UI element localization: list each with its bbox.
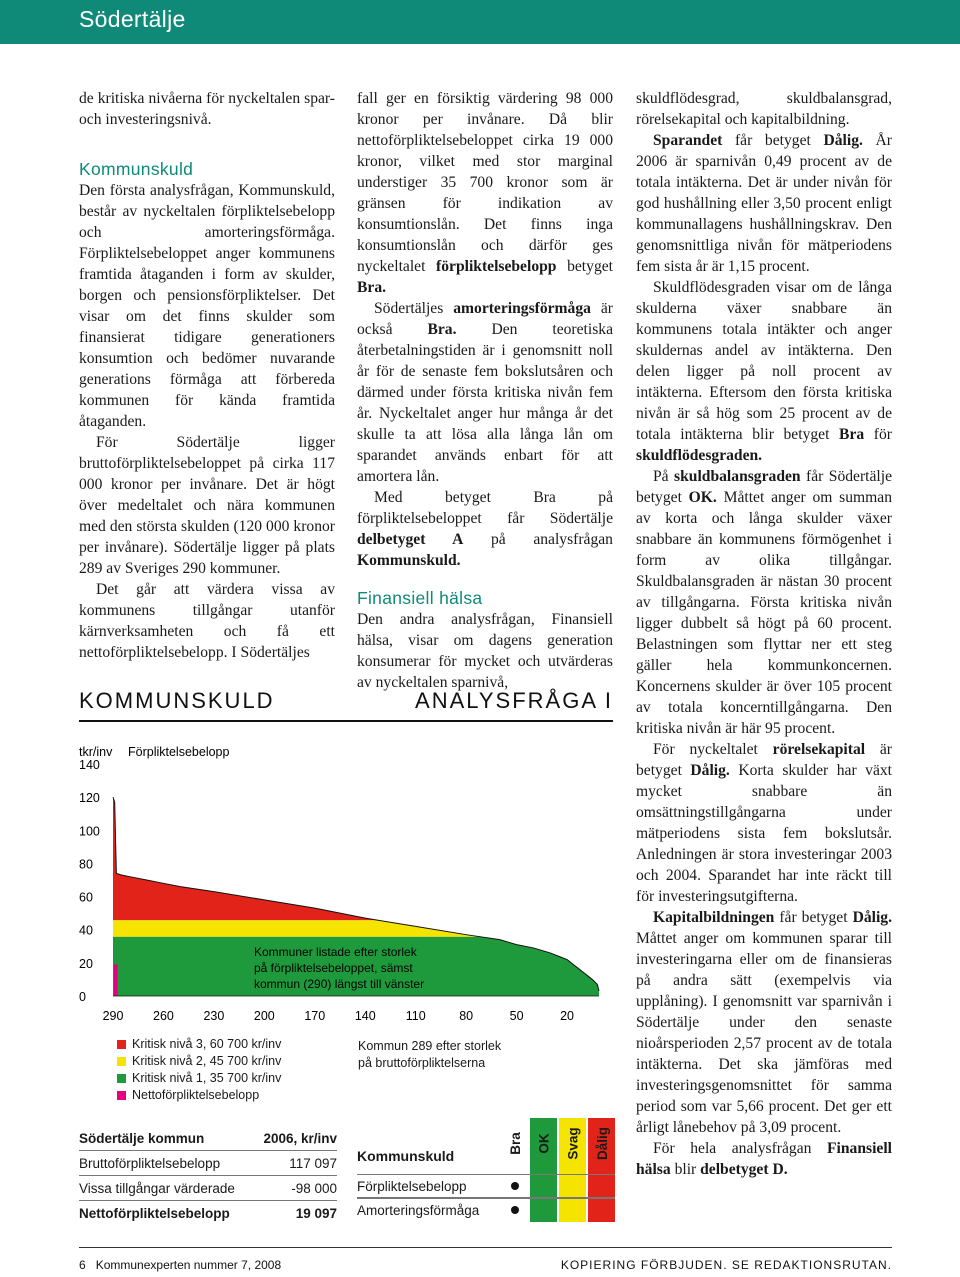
paragraph: För Södertälje ligger bruttoförpliktelsebeloppet på cirka 117 000 kronor per invånare. Det är högt över medeltalet och nära kommunen med den största skulden (120 000 kronor per invånare). Södertälje ligger på plats 289 av Sveriges 290 kommuner. bbox=[79, 434, 335, 577]
chart-unit-label: tkr/inv bbox=[79, 745, 113, 759]
legend-label: Nettoförpliktelsebelopp bbox=[132, 1088, 260, 1102]
paragraph: Den första analysfrågan, Kommunskuld, består av nyckeltalen förpliktelsebelopp och amorteringsförmåga. Förpliktelsebeloppet anger kommunens framtida åtaganden i form av skulder, borgen och pensionsförpliktelser. Det visar om det finns skulder som finansierat tidigare generationers konsumtion och bedömer nuvarande generations förmåga att förbereda kommunen för kända framtida åtaganden. bbox=[79, 182, 335, 430]
x-tick-label: 290 bbox=[102, 1009, 124, 1023]
stats-title: Södertälje kommun bbox=[79, 1130, 205, 1146]
paragraph: På skuldbalansgraden får Södertälje betyget OK. Måttet anger om summan av korta och långa skulder växer snabbare än kommunens förmögenhet i form av olika tillgångar. Skuldbalansgraden är nästan 30 procent av tillgångarna. Första kritiska nivån ligger dubbelt så högt på 60 procent. Belastningen som flyttar ner ett steg gäller hela kommunkoncernen. Koncernens skulder är över 105 procent av totala koncerntillgångarna. Den kritiska nivån är här 95 procent. bbox=[636, 468, 893, 737]
page-header bbox=[0, 0, 960, 44]
footer-copyright: KOPIERING FÖRBJUDEN. SE REDAKTIONSRUTAN. bbox=[560, 1258, 892, 1272]
section-title-analysfraga: ANALYSFRÅGA I bbox=[415, 688, 613, 713]
paragraph: Det går att värdera vissa av kommunens tillgångar utanför kärnverksamheten och få ett nettoförpliktelsebelopp. I Södertäljes bbox=[79, 581, 335, 661]
subheading-finansiell-halsa: Finansiell hälsa bbox=[357, 588, 483, 608]
forpliktelse-chart bbox=[79, 740, 613, 1030]
rating-label bbox=[559, 1118, 587, 1168]
rating-row-label: Förpliktelsebelopp bbox=[357, 1178, 467, 1194]
legend-item bbox=[117, 1070, 281, 1087]
text-column-3 bbox=[636, 88, 892, 1180]
x-tick-label: 200 bbox=[253, 1009, 275, 1023]
legend-label: Kritisk nivå 2, 45 700 kr/inv bbox=[132, 1054, 282, 1068]
paragraph: de kritiska nivåerna för nyckeltalen spar- och investeringsnivå. bbox=[79, 90, 335, 128]
y-tick-label: 100 bbox=[79, 824, 100, 839]
subheading-kommunskuld: Kommunskuld bbox=[79, 159, 194, 179]
table-row bbox=[79, 1151, 337, 1176]
rating-label bbox=[530, 1118, 558, 1168]
table-row-total bbox=[79, 1201, 337, 1225]
paragraph: skuldflödesgrad, skuldbalansgrad, rörelsekapital och kapitalbildning. bbox=[636, 90, 892, 128]
text-column-2 bbox=[357, 88, 613, 693]
stats-table bbox=[79, 1126, 337, 1225]
paragraph: Den andra analysfrågan, Finansiell hälsa, visar om dagens generation konsumerar för mycket och utvärderas av nyckeltalen sparnivå, bbox=[357, 611, 613, 691]
rating-grid bbox=[357, 1118, 614, 1222]
rating-label-text: Dålig bbox=[594, 1126, 610, 1160]
legend-label: Kritisk nivå 1, 35 700 kr/inv bbox=[132, 1071, 282, 1085]
paragraph: För nyckeltalet rörelsekapital är betyget Dålig. Korta skulder har växt mycket snabbare än omsättningstillgångarna under mätperiodens sista fem bokslutsår. Anledningen är stora investeringar 2003 och 2004. Sparandet har inte räckt till för investeringsutgifterna. bbox=[636, 741, 893, 905]
table-row bbox=[79, 1176, 337, 1201]
y-tick-label: 60 bbox=[79, 890, 93, 905]
legend-swatch bbox=[117, 1074, 126, 1083]
chart-legend bbox=[117, 1036, 281, 1104]
row-label: Nettoförpliktelsebelopp bbox=[79, 1205, 230, 1221]
section-title-kommunskuld: KOMMUNSKULD bbox=[79, 688, 275, 713]
paragraph: Kapitalbildningen får betyget Dålig. Måttet anger om kommunen sparar till investeringarna eller om de finansieras på andra sätt (exempelvis via upplåning). I genomsnitt var sparnivån i Södertälje under den senaste nioårsperioden 2,57 procent av de totala intäkterna. Det ska jämföras med investeringsgenomsnittet för samma period som var 5,66 procent. Det ger ett årligt lånebehov på 3,09 procent. bbox=[636, 909, 892, 1136]
legend-swatch bbox=[117, 1091, 126, 1100]
row-label: Vissa tillgångar värderade bbox=[79, 1180, 235, 1196]
y-tick-label: 120 bbox=[79, 791, 100, 806]
x-tick-label: 110 bbox=[405, 1009, 426, 1023]
annotation-line: kommun (290) längst till vänster bbox=[254, 977, 425, 991]
x-tick-label: 50 bbox=[509, 1009, 524, 1023]
paragraph: Sparandet får betyget Dålig. År 2006 är sparnivån 0,49 procent av de totala intäkterna. Det är under nivån för god hushållning eller 3,50 procent enligt kommunallagens hushållningskrav. Den genomsnittliga nivån för mätperiodens fem sista år är 1,15 procent. bbox=[636, 132, 892, 275]
page-number: 6 bbox=[79, 1258, 86, 1272]
annotation-line: Kommuner listade efter storlek bbox=[254, 945, 417, 959]
annotation-line: på förpliktelsebeloppet, sämst bbox=[254, 961, 413, 975]
row-value: 19 097 bbox=[295, 1205, 337, 1221]
chart-note-rank bbox=[358, 1038, 558, 1072]
band-yellow bbox=[113, 920, 599, 937]
rating-title: Kommunskuld bbox=[357, 1148, 455, 1164]
rating-row bbox=[357, 1198, 615, 1221]
legend-label: Kritisk nivå 3, 60 700 kr/inv bbox=[132, 1037, 282, 1051]
text-column-1 bbox=[79, 88, 335, 663]
legend-item bbox=[117, 1087, 281, 1104]
y-tick-label: 40 bbox=[79, 923, 93, 938]
x-tick-label: 170 bbox=[304, 1009, 326, 1023]
legend-swatch bbox=[117, 1040, 126, 1049]
paragraph: För hela analysfrågan Finansiell hälsa blir delbetyget D. bbox=[636, 1140, 892, 1178]
stats-header bbox=[79, 1126, 337, 1151]
rating-dot bbox=[511, 1206, 519, 1214]
legend-item bbox=[117, 1053, 281, 1070]
rating-label-text: OK bbox=[536, 1132, 552, 1154]
header-title: Södertälje bbox=[79, 6, 186, 32]
x-tick-label: 230 bbox=[203, 1009, 225, 1023]
band-red bbox=[113, 764, 599, 920]
rating-dot bbox=[511, 1182, 519, 1190]
x-tick-label: 260 bbox=[153, 1009, 174, 1023]
y-tick-label: 80 bbox=[79, 857, 93, 872]
legend-swatch bbox=[117, 1057, 126, 1066]
x-tick-label: 80 bbox=[459, 1009, 474, 1023]
row-label: Bruttoförpliktelsebelopp bbox=[79, 1155, 221, 1171]
rating-label bbox=[501, 1118, 529, 1168]
footer-left bbox=[79, 1258, 281, 1272]
paragraph: Skuldflödesgraden visar om de långa skulderna växer snabbare än kommunens totala intäkter och anger skuldernas andel av intäkterna. Den delen ligger på noll procent av intäkterna. Eftersom den första kritiska nivån är så hög som 25 procent av de totala intäkterna blir betyget Bra för skuldflödesgraden. bbox=[636, 279, 892, 464]
note-line: på bruttoförpliktelserna bbox=[358, 1056, 486, 1070]
paragraph: Med betyget Bra på förpliktelsebeloppet får Södertälje delbetyget A på analysfrågan Kommunskuld. bbox=[357, 489, 613, 569]
legend-item bbox=[117, 1036, 281, 1053]
x-tick-label: 20 bbox=[560, 1009, 575, 1023]
paragraph: Södertäljes amorteringsförmåga är också Bra. Den teoretiska återbetalningstiden är i genomsnitt noll år för de senaste fem bokslutsåren och därmed under första kritiska nivån fem år. Nyckeltalet anger hur många år det skulle ta att lösa alla långa lån om sparandet används enbart för att amortera lån. bbox=[357, 300, 613, 485]
row-value: -98 000 bbox=[291, 1180, 337, 1196]
row-value: 117 097 bbox=[289, 1155, 337, 1171]
rating-label-text: Bra bbox=[507, 1131, 523, 1155]
net-bar bbox=[114, 965, 118, 996]
footer-rule bbox=[79, 1247, 892, 1248]
publication-name: Kommunexperten nummer 7, 2008 bbox=[95, 1258, 282, 1272]
rating-label-text: Svag bbox=[565, 1126, 581, 1160]
x-tick-label: 140 bbox=[354, 1009, 376, 1023]
paragraph: fall ger en försiktig värdering 98 000 kronor per invånare. Då blir nettoförpliktelsebeloppet cirka 19 000 kronor, vilket med stor marginal understiger 35 700 kronor som är gränsen för indikation av konsumtionslån. Det finns inga konsumtionslån och därför ges nyckeltalet förpliktelsebelopp betyget Bra. bbox=[357, 90, 613, 296]
section-rule bbox=[79, 720, 613, 722]
rating-label bbox=[588, 1118, 616, 1168]
rating-row-label: Amorteringsförmåga bbox=[357, 1202, 480, 1218]
rating-row bbox=[357, 1174, 615, 1198]
y-tick-label: 140 bbox=[79, 758, 100, 772]
y-tick-label: 0 bbox=[79, 990, 86, 1004]
chart-series-label: Förpliktelsebelopp bbox=[128, 745, 230, 759]
chart-annotation bbox=[254, 945, 424, 991]
y-tick-label: 20 bbox=[79, 956, 93, 971]
stats-column: 2006, kr/inv bbox=[263, 1130, 337, 1146]
note-line: Kommun 289 efter storlek bbox=[358, 1039, 502, 1053]
